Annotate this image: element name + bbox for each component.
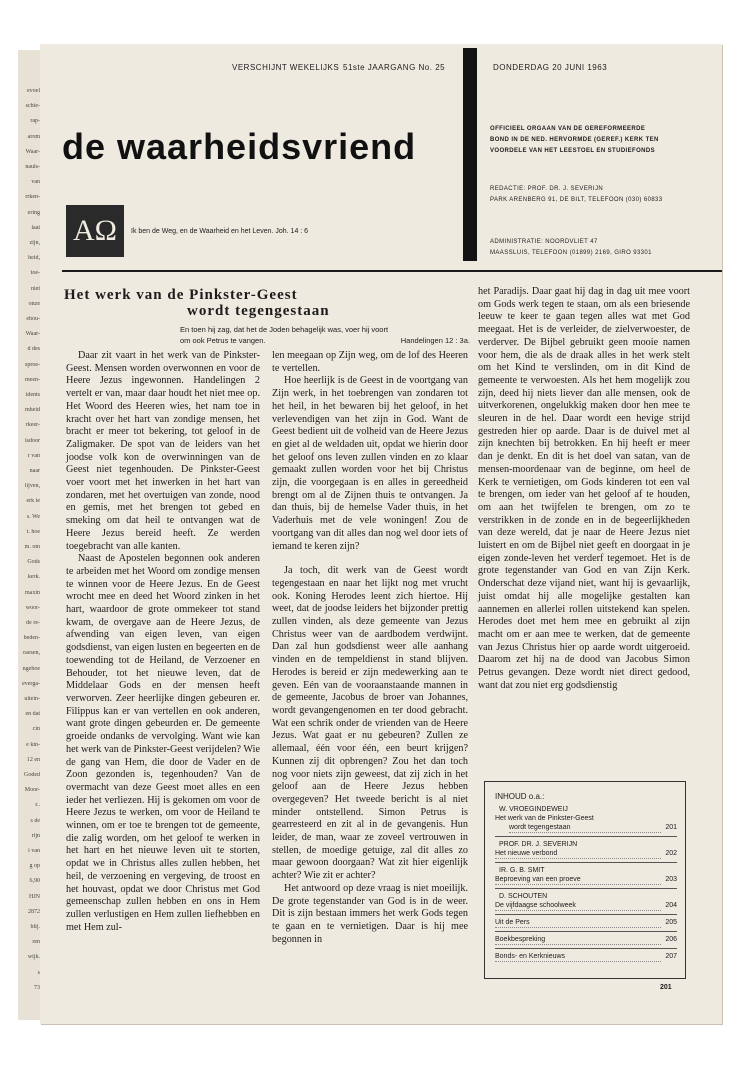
masthead-divider bbox=[463, 48, 477, 261]
spine-text-fragment: rkeer- bbox=[25, 422, 40, 429]
spine-text-fragment: s bbox=[37, 969, 40, 976]
toc-title-text: De vijfdaagse schoolweek bbox=[495, 901, 661, 911]
toc-title-text: Het werk van de Pinkster-Geest bbox=[495, 815, 594, 822]
spine-text-fragment: onze bbox=[28, 300, 40, 307]
admin-line-1: ADMINISTRATIE: NOORDVLIET 47 bbox=[490, 239, 598, 245]
spine-text-fragment: heid, bbox=[28, 255, 40, 262]
spine-text-fragment: zijn, bbox=[29, 240, 40, 246]
spine-text-fragment: 73 bbox=[34, 984, 40, 991]
spine-text-fragment: ren bbox=[32, 939, 40, 946]
admin-info bbox=[490, 237, 705, 259]
spine-text-fragment: Waar- bbox=[25, 148, 40, 155]
toc-title-text: Boekbespreking bbox=[495, 935, 661, 945]
epigraph-reference: Handelingen 12 : 3a. bbox=[400, 336, 470, 345]
spine-text-fragment: wijk. bbox=[27, 954, 40, 961]
organ-line-3: VOORDELE VAN HET LEESTOEL EN STUDIEFONDS bbox=[490, 148, 656, 154]
article-column-1 bbox=[66, 350, 260, 934]
spine-text-fragment: uitein- bbox=[24, 696, 40, 702]
toc-divider bbox=[495, 888, 677, 889]
spine-text-fragment: Goded bbox=[24, 772, 40, 778]
spine-text-fragment: Gods bbox=[27, 559, 40, 566]
toc-page: 202 bbox=[665, 850, 677, 857]
toc-title-text: Bonds- en Kerknieuws bbox=[495, 952, 661, 962]
spine-text-fragment: 12 en bbox=[26, 756, 40, 763]
spine-text-fragment: ehou- bbox=[26, 316, 40, 322]
spine-text-fragment: raesen, bbox=[23, 650, 40, 657]
spine-text-fragment: maxin bbox=[25, 589, 40, 596]
article-column-3 bbox=[478, 286, 690, 693]
spine-text-fragment: kerk. bbox=[27, 574, 40, 581]
newspaper-title: de waarheidsvriend bbox=[62, 126, 417, 167]
article-column-2 bbox=[272, 350, 468, 946]
spine-text-fragment: blij. bbox=[30, 924, 40, 930]
frequency-label: VERSCHIJNT WEKELIJKS bbox=[232, 63, 340, 72]
toc-item[interactable] bbox=[495, 892, 677, 911]
spine-text-fragment: g op bbox=[29, 863, 40, 870]
spine-text-fragment: lijven, bbox=[24, 483, 40, 490]
masthead-rule bbox=[62, 270, 722, 272]
spine-text-fragment: 2872 bbox=[28, 908, 40, 915]
toc-divider bbox=[495, 836, 677, 837]
headline-line-1: Het werk van de Pinkster-Geest bbox=[64, 287, 298, 303]
spine-text-fragment: t. hoe bbox=[26, 528, 40, 535]
spine-text-fragment: nauls- bbox=[25, 164, 40, 170]
toc-item[interactable] bbox=[495, 918, 677, 928]
spine-text-fragment: ering bbox=[27, 209, 40, 216]
toc-divider bbox=[495, 931, 677, 932]
spine-text-fragment: r.. bbox=[35, 802, 40, 809]
spine-text-fragment: d des bbox=[27, 346, 40, 353]
toc-page: 205 bbox=[665, 919, 677, 926]
alpha-omega-logo: AΩ bbox=[66, 205, 124, 257]
admin-line-2: MAASSLUIS, TELEFOON (01899) 2169, GIRO 93301 bbox=[490, 250, 652, 256]
col1-paragraph-2: Naast de Apostelen begonnen ook anderen te arbeiden met het Woord om zondige mensen te winnen voor de Heere Jezus. En de Geest wrocht mee en deed het Woord zinken in het hart, waardoor de grote ommekeer tot stand kwam, de overgave aan de Heere Jezus, de afwending van eigen leven, van eigen godsdienst, van eigen lusten en begeerten en de toewending tot de Heiland, de Verzoener en Behouder, tot het nieuwe leven, dat de Middelaar Gods en der mensen heeft verworven. Zeer heerlijke dingen gebeuren er. Filippus kan er van vertellen en ook anderen, want grote dingen gebeurden er. De gemeente groeide ondanks de vervolging. Want wie kan het werk van de Pinkster-Geest verijdelen? Wie de gang van Hem, die door de Vader en de Zoon gezonden is, tegenhouden? Van de overmacht van deze Geest moet alles en een ieder het verliezen. Hij is gekomen om voor de Heere Jezus te werken, om voor de Heiland te winnen, om er toe te brengen tot de gemeente, die zalig worden, om het geloof te werken in het hart en het nieuwe leven uit te storten, opdat we in Christus alles zullen hebben, het heil, de verzoening en vergeving, de troost en het houvast, opdat we door Christus met God gemeenschap zullen hebben en ons in Hem zullen verlustigen en Hem zullen liefhebben en met Hem zul- bbox=[66, 553, 260, 933]
toc-divider bbox=[495, 948, 677, 949]
issue-date: DONDERDAG 20 JUNI 1963 bbox=[493, 63, 608, 72]
toc-page: 201 bbox=[665, 824, 677, 831]
spine-text-fragment: HJN bbox=[28, 893, 40, 900]
col1-paragraph-1: Daar zit vaart in het werk van de Pinkster-Geest. Mensen worden overwonnen en voor de Heere Jezus ingewonnen. Handelingen 2 vertelt er van, maar daar houdt het niet mee op. Het Woord des Heeren wies, het nam toe in kracht over het hart van zondige mensen, het bracht er meer tot bekering, tot geloof in de Zaligmaker. De spot van de leiders van het joodse volk kon de overwinningen van de Geest niet tegenhouden. De Pinkster-Geest voer voort met het inwerken in het hart van zondaren, met het overtuigen van zonde, nood en gemis, met het brengen tot gebed en smeking om dat heil te ontvangen wat de Heere Jezus bereid heeft. Ze werden toegebracht van alle kanten. bbox=[66, 350, 260, 552]
spine-text-fragment: s. We bbox=[26, 513, 40, 520]
headline-line-2: wordt tegengestaan bbox=[187, 303, 330, 319]
spine-text-fragment: toe- bbox=[30, 270, 40, 277]
spine-text-fragment: laat bbox=[31, 224, 40, 231]
spine-text-fragment: naar bbox=[29, 468, 40, 474]
spine-text-fragment: e kin- bbox=[26, 741, 40, 748]
toc-title-text: wordt tegengestaan bbox=[509, 823, 661, 833]
spine-text-fragment: mheid bbox=[25, 407, 40, 414]
page-number: 201 bbox=[660, 984, 672, 991]
toc-title: INHOUD o.a.: bbox=[495, 792, 545, 801]
adjacent-page-spine bbox=[18, 50, 42, 1020]
toc-page: 204 bbox=[665, 902, 677, 909]
spine-text-fragment: en dat bbox=[25, 711, 40, 718]
toc-author: IR. G. B. SMIT bbox=[499, 867, 545, 874]
editor-line-1: REDACTIE: PROF. DR. J. SEVERIJN bbox=[490, 186, 604, 192]
spine-text-fragment: s de bbox=[30, 817, 40, 824]
organ-line-2: BOND IN DE NED. HERVORMDE (GEREF.) KERK TEN bbox=[490, 137, 659, 143]
spine-text-fragment: r van bbox=[27, 452, 40, 459]
toc-page: 203 bbox=[665, 876, 677, 883]
toc-item[interactable] bbox=[495, 935, 677, 945]
spine-text-fragment: 6,90 bbox=[29, 878, 40, 885]
toc-title-text: Het nieuwe verbond bbox=[495, 849, 661, 859]
toc-divider bbox=[495, 914, 677, 915]
toc-page: 207 bbox=[665, 953, 677, 960]
epigraph bbox=[180, 324, 470, 346]
spine-text-fragment: evoel bbox=[27, 88, 40, 94]
spine-text-fragment: everga- bbox=[22, 680, 40, 687]
toc-item[interactable] bbox=[495, 840, 677, 859]
toc-item[interactable] bbox=[495, 866, 677, 885]
spine-text-fragment: rijn bbox=[31, 832, 40, 839]
spine-text-fragment: schie- bbox=[25, 103, 40, 110]
spine-text-fragment: woor- bbox=[25, 604, 40, 611]
col2-paragraph-4: Het antwoord op deze vraag is niet moeilijk. De grote tegenstander van God is in de weer. Dit is zijn bestaan immers het werk Gods tegen te gaan en te vernietigen. Daar is hij mee begonnen in bbox=[272, 882, 468, 945]
epigraph-line-1: En toen hij zag, dat het de Joden behagelijk was, voer hij voort bbox=[180, 325, 389, 334]
toc-divider bbox=[495, 862, 677, 863]
spine-text-fragment: beden- bbox=[23, 635, 40, 642]
toc-page: 206 bbox=[665, 936, 677, 943]
epigraph-line-2 bbox=[180, 335, 470, 346]
epigraph-text: om ook Petrus te vangen. bbox=[180, 336, 266, 345]
table-of-contents bbox=[484, 781, 686, 979]
toc-item[interactable] bbox=[495, 952, 677, 962]
spine-text-fragment: isdoor bbox=[25, 437, 40, 444]
organ-info bbox=[490, 124, 705, 157]
spine-text-fragment: erk te bbox=[26, 498, 40, 505]
col3-paragraph-1: het Paradijs. Daar gaat hij dag in dag uit mee voort om Gods werk tegen te staan, om als een briesende leeuw te keer te gaan tegen alles wat met God meegaat. Het is de verleider, de zielverwoester, de verderver. De Bijbel gebruikt geen mooie namen voor hem, die als de draak alles in het werk stelt om het Kind te verslinden, om in dit Kind de gemeente te verwoesten. Als het hem mogelijk zou zijn, deed hij niets liever dan alle mensen, ook de uitverkorenen, ongelukkig maken door hen mee te sleuren in de hel. Daar wordt een hevige strijd gestreden hier op aarde. Daar is de duivel met al zijn knechten bij betrokken. En hij heeft er meer dan je denkt. En dit is het doel van satan, van de mensen-moordenaar van de beginne, om heel de Kerk te vernietigen, om Gods kinderen tot een val te brengen, om ieder van het geloof af te houden, om aan het twijfelen te brengen, om zo te verstrikken in de zonde en in de begeerlijkheden van deze wereld, dat je naar de Heere Jezus niet luistert en om de Bijbel niet geeft en doorgaat in je eigen zonde-leven het verderf tegemoet. Het is de grote tegenstander van God en van Zijn Kerk. Onderschat deze vijand niet, want hij is gevaarlijk, juist omdat hij alle mogelijke gestalten kan aannemen en allerlei rollen uitstekend kan spelen. Herodes doet met hem mee en gebruikt al zijn macht om er aan mee te werken, dat de gemeente van Jezus Christus hier op aarde wordt uitgeroeid. Daarom zet hij na de dood van Jacobus Simon Petrus gevangen. Deze wordt niet direct gedood, want dat zou niet erg godsdienstig bbox=[478, 286, 690, 691]
spine-text-fragment: sproe- bbox=[25, 361, 40, 368]
spine-text-fragment: m. om bbox=[24, 544, 40, 550]
motto: Ik ben de Weg, en de Waarheid en het Leven. Joh. 14 : 6 bbox=[131, 228, 309, 235]
spine-text-fragment: de re- bbox=[26, 620, 40, 626]
volume-label: 51ste JAARGANG No. 25 bbox=[343, 63, 446, 72]
spine-text-fragment: Waar- bbox=[25, 331, 40, 338]
toc-author: W. VROEGINDEWEIJ bbox=[499, 806, 568, 813]
toc-title-text: Beproeving van een proeve bbox=[495, 875, 661, 885]
toc-item[interactable] bbox=[495, 805, 677, 833]
spine-text-fragment: meen- bbox=[25, 376, 40, 383]
organ-line-1: OFFICIEEL ORGAAN VAN DE GEREFORMEERDE bbox=[490, 126, 646, 132]
spine-text-fragment: Moor- bbox=[24, 787, 40, 794]
col2-paragraph-2: Hoe heerlijk is de Geest in de voortgang van Zijn werk, in het toebrengen van zondaren tot het heil, in het bewaren bij het geloof, in het verlevendigen van het zijn in God. Want de Geest bedient uit de volheid van de Heere Jezus en giet al de weldaden uit, opdat we hierin door het geloof ons leven zullen vinden en zo klaar gemaakt zullen worden voor het bij Christus zijn, die voorgegaan is en alles in gereedheid brengt om al de Zijnen thuis te ontvangen. Ja dan thuis, bij de hemelse Vader thuis, in het Vaderhuis met de vele woningen! Zou de voortgang van dit alles dan nog wel door iets of iemand te keren zijn? bbox=[272, 375, 468, 552]
spine-text-fragment: van bbox=[31, 179, 40, 186]
spine-text-fragment: niet bbox=[31, 285, 40, 292]
editor-info bbox=[490, 184, 705, 206]
col2-paragraph-1: len meegaan op Zijn weg, om de lof des Heeren te vertellen. bbox=[272, 350, 468, 374]
spine-text-fragment: rap- bbox=[30, 118, 40, 125]
spine-text-fragment: i van bbox=[28, 848, 40, 854]
col2-paragraph-3: Ja toch, dit werk van de Geest wordt tegengestaan en naar het lijkt nog met vrucht ook. Koning Herodes leent zich hiertoe. Hij weet, dat de joodse leiders het bijzonder prettig zullen vinden, als deze gemeente van Jezus Christus weer van de aardbodem verdwijnt. Dan zal hun godsdienst weer alle aanhang vinden en de tempeldienst in stand blijven. Herodes is bereid er zijn medewerking aan te geven. Eén van de vooraanstaande mannen in de gemeente, Jacobus de broer van Johannes, wordt gevangengenomen en ter dood gebracht. Wat een schrik onder de vrienden van de Heere Jezus. Wat gaat er nu gebeuren? Zullen ze allemaal, één voor één, een beurt krijgen? Kunnen zij dit opbrengen? Zou het dan toch nog voor niets zijn geweest, dat zij zich in het geloof aan de Heere Jezus hebben overgegeven? Het tweede bericht is al niet minder ontstellend. Simon Petrus is gearresteerd en zit al in de gevangenis. Hun leider, de man, waar ze zoveel vertrouwen in stellen, de moedige getuige, zal dit alles zo maar gewoon doorgaan? Wat zit hier eigenlijk achter? Wie zit er achter? bbox=[272, 565, 468, 882]
spine-text-fragment: arom bbox=[27, 133, 40, 140]
spine-text-fragment: idents bbox=[25, 392, 40, 398]
spine-text-fragment: ngeboe bbox=[22, 665, 40, 672]
toc-author: PROF. DR. J. SEVERIJN bbox=[499, 841, 578, 848]
toc-author: D. SCHOUTEN bbox=[499, 893, 548, 900]
toc-title-text: Uit de Pers bbox=[495, 918, 661, 928]
spine-text-fragment: rrken- bbox=[25, 194, 40, 201]
editor-line-2: PARK ARENBERG 91, DE BILT, TELEFOON (030) 60833 bbox=[490, 197, 663, 203]
spine-text-fragment: cin bbox=[32, 726, 40, 733]
